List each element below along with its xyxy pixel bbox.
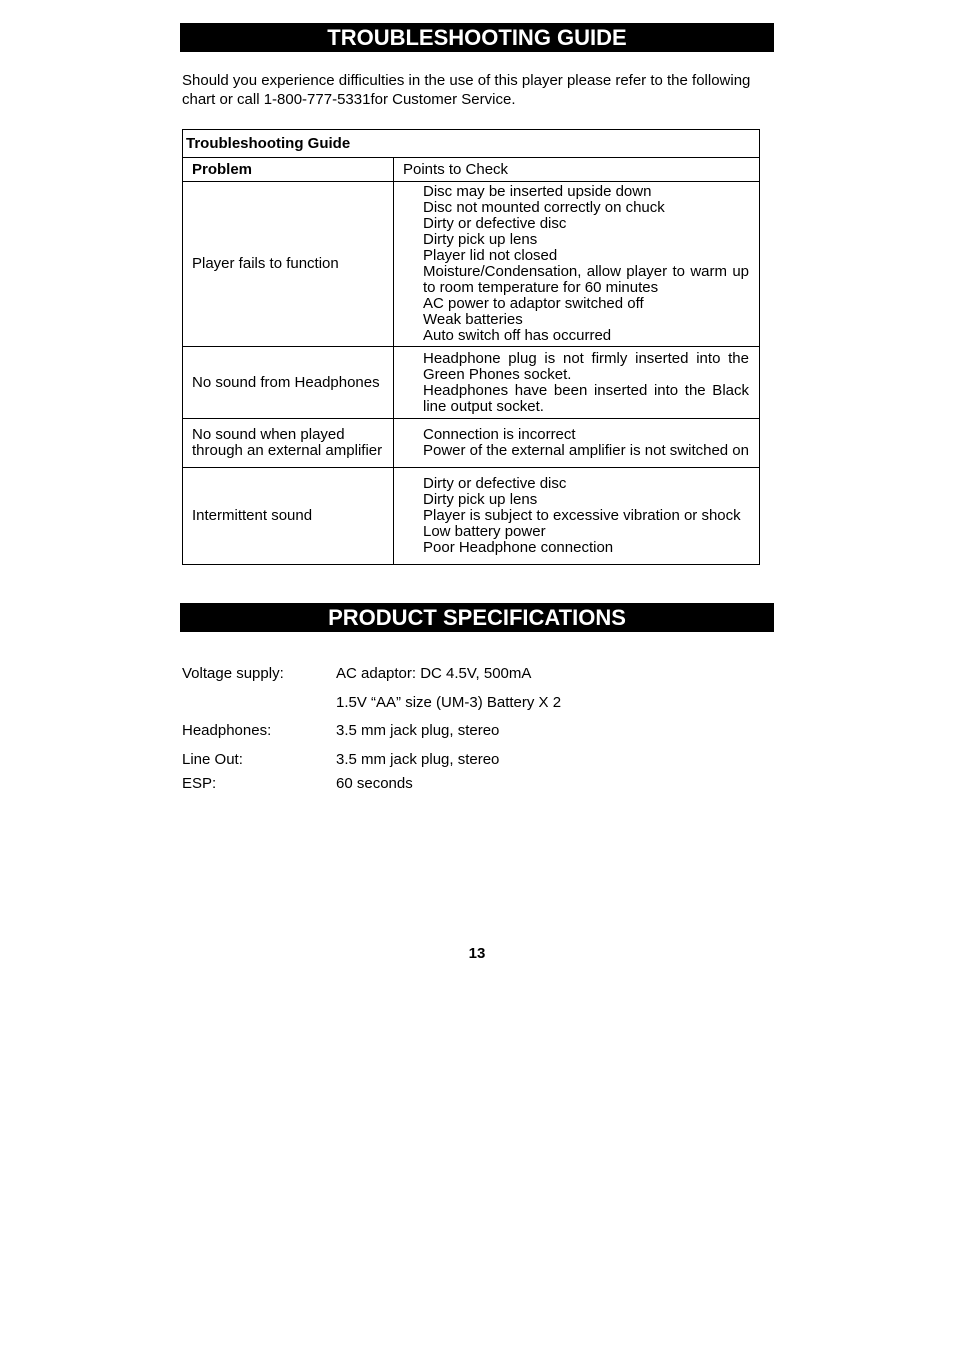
spec-label: Line Out: (182, 751, 243, 768)
table-caption: Troubleshooting Guide (183, 130, 760, 158)
table-row (183, 182, 760, 347)
troubleshooting-heading: TROUBLESHOOTING GUIDE (180, 23, 774, 52)
list-item: Disc may be inserted upside down (423, 183, 652, 200)
spec-row (182, 775, 682, 804)
column-header-points: Points to Check (394, 158, 760, 182)
list-item: Headphone plug is not firmly inserted into the Green Phones socket. (423, 349, 749, 383)
list-item: AC power to adaptor switched off (423, 295, 644, 312)
spec-row (182, 665, 682, 694)
spec-label: ESP: (182, 775, 217, 792)
list-item: Dirty or defective disc (423, 215, 567, 232)
problem-cell: No sound from Headphones (183, 347, 394, 419)
list-item: Disc not mounted correctly on chuck (423, 199, 665, 216)
spec-value: AC adaptor: DC 4.5V, 500mA (336, 665, 532, 682)
problem-cell: No sound when played through an external amplifier (183, 419, 394, 468)
list-item: Moisture/Condensation, allow player to warm up to room temperature for 60 minutes (423, 263, 749, 296)
points-cell (394, 468, 760, 565)
spec-row (182, 694, 682, 723)
spec-value: 3.5 mm jack plug, stereo (336, 751, 500, 768)
troubleshooting-intro: Should you experience difficulties in the use of this player please refer to the following chart or call 1-800-777-5331for Customer Service. (182, 72, 751, 108)
points-list (423, 351, 749, 415)
table-caption-row (183, 130, 760, 158)
list-item: Dirty pick up lens (423, 491, 538, 508)
spec-value: 60 seconds (336, 775, 413, 792)
table-header-row (183, 158, 760, 182)
column-header-problem: Problem (183, 158, 394, 182)
list-item: Low battery power (423, 523, 546, 540)
points-list (423, 427, 749, 459)
list-item: Dirty pick up lens (423, 231, 538, 248)
spec-value: 3.5 mm jack plug, stereo (336, 722, 500, 739)
spec-row (182, 722, 682, 751)
list-item: Auto switch off has occurred (423, 327, 612, 344)
list-item: Headphones have been inserted into the Black line output socket. (423, 381, 749, 415)
list-item: Power of the external amplifier is not switched on (423, 442, 749, 459)
points-list (423, 184, 749, 344)
table-row (183, 347, 760, 419)
page-number: 13 (468, 945, 486, 962)
list-item: Poor Headphone connection (423, 539, 614, 556)
problem-cell: Intermittent sound (183, 468, 394, 565)
list-item: Weak batteries (423, 311, 523, 328)
troubleshooting-table (182, 129, 760, 565)
spec-label: Voltage supply: (182, 665, 284, 682)
list-item: Dirty or defective disc (423, 475, 567, 492)
problem-cell: Player fails to function (183, 182, 394, 347)
points-list (423, 476, 749, 556)
table-row (183, 419, 760, 468)
list-item: Player is subject to excessive vibration or shock (423, 507, 741, 524)
list-item: Connection is incorrect (423, 426, 576, 443)
list-item: Player lid not closed (423, 247, 558, 264)
points-cell (394, 182, 760, 347)
spec-value: 1.5V “AA” size (UM-3) Battery X 2 (336, 694, 562, 711)
points-cell (394, 419, 760, 468)
table-row (183, 468, 760, 565)
specifications-heading: PRODUCT SPECIFICATIONS (180, 603, 774, 632)
points-cell (394, 347, 760, 419)
spec-label: Headphones: (182, 722, 272, 739)
